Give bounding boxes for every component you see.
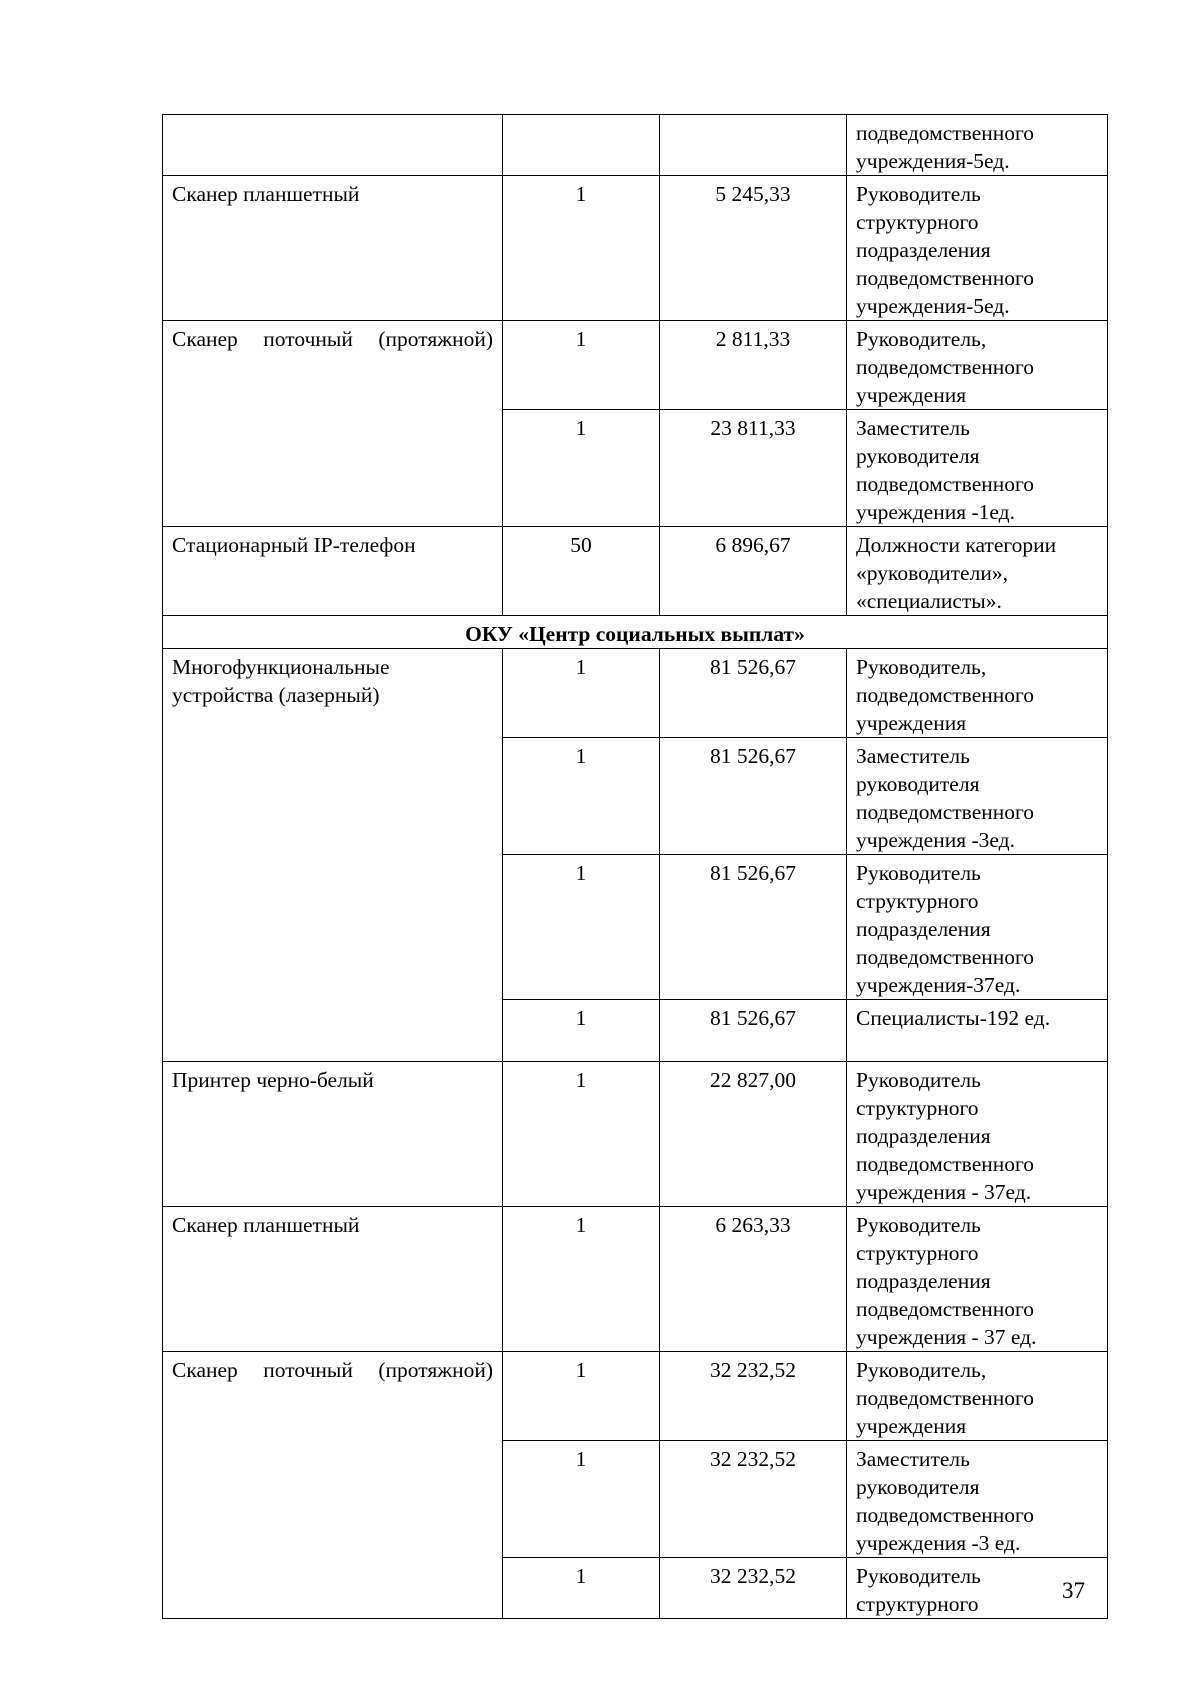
price-cell: 6 263,33	[660, 1207, 847, 1352]
position-cell: Руководитель, подведомственного учреждения	[847, 649, 1108, 738]
qty-cell	[503, 115, 660, 176]
item-cell: Сканер планшетный	[163, 176, 503, 321]
position-cell: Руководитель структурного	[847, 1558, 1108, 1619]
position-cell: Руководитель, подведомственного учреждения	[847, 321, 1108, 410]
position-cell: подведомственного учреждения-5ед.	[847, 115, 1108, 176]
qty-cell: 1	[503, 176, 660, 321]
price-cell: 81 526,67	[660, 738, 847, 855]
price-cell: 22 827,00	[660, 1062, 847, 1207]
position-cell: Заместитель руководителя подведомственного учреждения -3ед.	[847, 738, 1108, 855]
qty-cell: 1	[503, 1558, 660, 1619]
price-cell: 6 896,67	[660, 527, 847, 616]
qty-cell: 1	[503, 410, 660, 527]
position-cell: Руководитель структурного подразделения подведомственного учреждения-37ед.	[847, 855, 1108, 1000]
page-number: 37	[1062, 1578, 1085, 1603]
position-cell: Руководитель, подведомственного учреждения	[847, 1352, 1108, 1441]
item-cell: Многофункциональные устройства (лазерный)	[163, 649, 503, 1062]
position-cell: Руководитель структурного подразделения подведомственного учреждения - 37ед.	[847, 1062, 1108, 1207]
item-cell: Принтер черно-белый	[163, 1062, 503, 1207]
qty-cell: 1	[503, 1000, 660, 1062]
item-cell: Сканер планшетный	[163, 1207, 503, 1352]
qty-cell: 1	[503, 321, 660, 410]
position-cell: Заместитель руководителя подведомственного учреждения -3 ед.	[847, 1441, 1108, 1558]
table-row	[163, 527, 1108, 616]
price-cell: 81 526,67	[660, 855, 847, 1000]
equipment-table	[162, 114, 1108, 1619]
qty-cell: 1	[503, 649, 660, 738]
position-cell: Руководитель структурного подразделения подведомственного учреждения - 37 ед.	[847, 1207, 1108, 1352]
qty-cell: 50	[503, 527, 660, 616]
section-row	[163, 616, 1108, 649]
price-cell: 5 245,33	[660, 176, 847, 321]
price-cell: 32 232,52	[660, 1352, 847, 1441]
qty-cell: 1	[503, 1062, 660, 1207]
price-cell: 32 232,52	[660, 1558, 847, 1619]
item-cell: Сканер поточный (протяжной)	[163, 321, 503, 527]
qty-cell: 1	[503, 1207, 660, 1352]
position-cell: Специалисты-192 ед.	[847, 1000, 1108, 1062]
table-row	[163, 321, 1108, 410]
position-cell: Руководитель структурного подразделения подведомственного учреждения-5ед.	[847, 176, 1108, 321]
position-cell: Заместитель руководителя подведомственного учреждения -1ед.	[847, 410, 1108, 527]
price-cell: 23 811,33	[660, 410, 847, 527]
position-cell: Должности категории «руководители», «специалисты».	[847, 527, 1108, 616]
qty-cell: 1	[503, 1352, 660, 1441]
table-row	[163, 649, 1108, 738]
price-cell	[660, 115, 847, 176]
price-cell: 81 526,67	[660, 1000, 847, 1062]
qty-cell: 1	[503, 855, 660, 1000]
table-row	[163, 115, 1108, 176]
table-row	[163, 1062, 1108, 1207]
table-row	[163, 176, 1108, 321]
price-cell: 32 232,52	[660, 1441, 847, 1558]
item-cell: Стационарный IP-телефон	[163, 527, 503, 616]
item-cell: Сканер поточный (протяжной)	[163, 1352, 503, 1619]
price-cell: 2 811,33	[660, 321, 847, 410]
table-row	[163, 1352, 1108, 1441]
price-cell: 81 526,67	[660, 649, 847, 738]
section-heading: ОКУ «Центр социальных выплат»	[163, 616, 1108, 649]
item-cell	[163, 115, 503, 176]
qty-cell: 1	[503, 738, 660, 855]
table-row	[163, 1207, 1108, 1352]
qty-cell: 1	[503, 1441, 660, 1558]
